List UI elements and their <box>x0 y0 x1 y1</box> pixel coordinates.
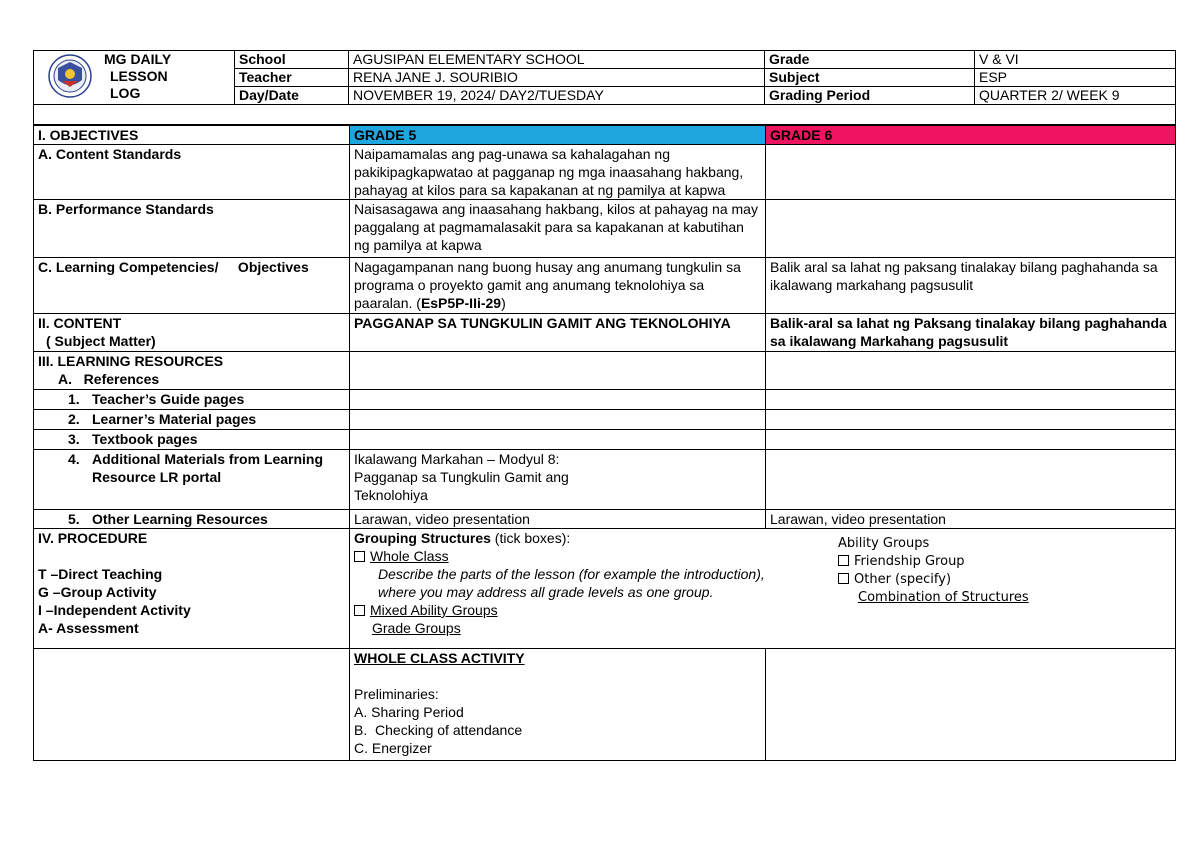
deped-seal-icon <box>48 54 92 98</box>
period-value: QUARTER 2/ WEEK 9 <box>975 87 1176 105</box>
performance-standards-label: B. Performance Standards <box>34 200 350 258</box>
additional-g5-line2: Pagganap sa Tungkulin Gamit ang <box>354 469 569 485</box>
school-label: School <box>235 51 349 69</box>
logo-cell <box>34 51 235 105</box>
learners-material-g5 <box>350 410 766 430</box>
grade6-header: GRADE 6 <box>766 126 1176 145</box>
mixed-ability-option[interactable] <box>354 601 1171 619</box>
resources-label <box>34 352 350 390</box>
checkbox-icon[interactable] <box>354 605 365 616</box>
lesson-log-page <box>33 50 1175 761</box>
procedure-t: T –Direct Teaching <box>38 566 163 582</box>
header-table <box>33 50 1176 125</box>
textbook-g5 <box>350 430 766 450</box>
teachers-guide-label <box>34 390 350 410</box>
additional-materials-g5 <box>350 450 766 510</box>
whole-class-desc2: where you may address all grade levels as one group. <box>378 584 714 600</box>
main-table <box>33 125 1176 761</box>
content-standards-g6 <box>766 145 1176 200</box>
additional-label-line1: Additional Materials from Learning <box>92 451 324 467</box>
grade-value: V & VI <box>975 51 1176 69</box>
content-label-line2: ( Subject Matter) <box>46 333 156 349</box>
log-title-line3: LOG <box>110 85 141 101</box>
whole-class-activity <box>350 649 766 761</box>
content-g5: PAGGANAP SA TUNGKULIN GAMIT ANG TEKNOLOHIYA <box>350 314 766 352</box>
checkbox-icon[interactable] <box>838 573 849 584</box>
textbook-label <box>34 430 350 450</box>
procedure-g: G –Group Activity <box>38 584 157 600</box>
checkbox-icon[interactable] <box>838 555 849 566</box>
sharing-period: A. Sharing Period <box>354 704 464 720</box>
activity-g6 <box>766 649 1176 761</box>
whole-class-option[interactable] <box>354 547 1171 565</box>
item-label: Textbook pages <box>92 431 198 447</box>
resources-g6 <box>766 352 1176 390</box>
log-title <box>104 51 171 102</box>
content-label-line1: II. CONTENT <box>38 315 122 331</box>
additional-label-line2: Resource LR portal <box>92 469 222 485</box>
procedure-label <box>34 529 350 649</box>
competencies-g5-text: Nagagampanan nang buong husay ang anumang tungkulin sa programa o proyekto gamit ang anumang teknolohiya sa paaralan. ( <box>354 259 741 311</box>
school-value: AGUSIPAN ELEMENTARY SCHOOL <box>349 51 765 69</box>
grade5-header: GRADE 5 <box>350 126 766 145</box>
activity-left <box>34 649 350 761</box>
performance-standards-g5: Naisasagawa ang inaasahang hakbang, kilos at pahayag na may paggalang at pagmamalasakit para sa kapakanan at kabutihan ng pamilya at kapwa <box>350 200 766 258</box>
procedure-a: A- Assessment <box>38 620 139 636</box>
item-label: Teacher’s Guide pages <box>92 391 245 407</box>
ability-groups-list <box>838 535 1029 607</box>
procedure-title: IV. PROCEDURE <box>38 530 148 546</box>
activity-title: WHOLE CLASS ACTIVITY <box>354 650 525 666</box>
additional-materials-label <box>34 450 350 510</box>
competencies-g5 <box>350 258 766 314</box>
item-label: Learner’s Material pages <box>92 411 257 427</box>
other-resources-label <box>34 510 350 529</box>
additional-materials-g6 <box>766 450 1176 510</box>
learners-material-g6 <box>766 410 1176 430</box>
item-label: Other Learning Resources <box>92 511 268 527</box>
ability-groups-label: Ability Groups <box>838 536 930 551</box>
grouping-structures <box>350 529 1176 649</box>
checking-attendance: B. Checking of attendance <box>354 722 523 738</box>
competencies-g5-close: ) <box>501 295 506 311</box>
other-option[interactable] <box>838 571 1029 589</box>
subject-value: ESP <box>975 69 1176 87</box>
competency-code: EsP5P-IIi-29 <box>420 295 502 311</box>
whole-class-label: Whole Class <box>370 548 449 564</box>
item-number: 1. <box>68 391 80 407</box>
teachers-guide-g5 <box>350 390 766 410</box>
content-label <box>34 314 350 352</box>
teacher-label: Teacher <box>235 69 349 87</box>
daydate-label: Day/Date <box>235 87 349 105</box>
subject-label: Subject <box>765 69 975 87</box>
preliminaries-label: Preliminaries: <box>354 686 439 702</box>
log-title-line1: MG DAILY <box>104 51 172 67</box>
combination-label: Combination of Structures <box>858 590 1029 605</box>
additional-g5-line3: Teknolohiya <box>354 487 428 503</box>
objectives-label: I. OBJECTIVES <box>34 126 350 145</box>
resources-g5 <box>350 352 766 390</box>
daydate-value: NOVEMBER 19, 2024/ DAY2/TUESDAY <box>349 87 765 105</box>
friendship-label: Friendship Group <box>854 554 965 569</box>
references-label: A. References <box>58 371 160 387</box>
performance-standards-g6 <box>766 200 1176 258</box>
grade-label: Grade <box>765 51 975 69</box>
grouping-note: (tick boxes): <box>490 530 571 546</box>
whole-class-desc1: Describe the parts of the lesson (for example the introduction), <box>378 566 765 582</box>
resources-title: III. LEARNING RESOURCES <box>38 353 224 369</box>
learners-material-label <box>34 410 350 430</box>
teachers-guide-g6 <box>766 390 1176 410</box>
additional-g5-line1: Ikalawang Markahan – Modyul 8: <box>354 451 560 467</box>
procedure-i: I –Independent Activity <box>38 602 191 618</box>
textbook-g6 <box>766 430 1176 450</box>
item-number: 2. <box>68 411 80 427</box>
grouping-title: Grouping Structures <box>354 530 491 546</box>
other-resources-g6: Larawan, video presentation <box>766 510 1176 529</box>
content-g6: Balik-aral sa lahat ng Paksang tinalakay bilang paghahanda sa ikalawang Markahang pagsusulit <box>766 314 1176 352</box>
log-title-line2: LESSON <box>110 68 168 84</box>
content-standards-label: A. Content Standards <box>34 145 350 200</box>
friendship-option[interactable] <box>838 553 1029 571</box>
checkbox-icon[interactable] <box>354 551 365 562</box>
other-label: Other (specify) <box>854 572 952 587</box>
competencies-label: C. Learning Competencies/ Objectives <box>34 258 350 314</box>
mixed-ability-label: Mixed Ability Groups <box>370 602 498 618</box>
spacer-row <box>34 105 1176 125</box>
item-number: 5. <box>68 511 80 527</box>
energizer: C. Energizer <box>354 740 432 756</box>
item-number: 4. <box>68 451 80 467</box>
competencies-g6: Balik aral sa lahat ng paksang tinalakay bilang paghahanda sa ikalawang markahang pagsusulit <box>766 258 1176 314</box>
content-standards-g5: Naipamamalas ang pag-unawa sa kahalagahan ng pakikipagkapwatao at pagganap ng mga inaasahang hakbang, pahayag at kilos para sa kapakanan at ng pamilya at kapwa <box>350 145 766 200</box>
period-label: Grading Period <box>765 87 975 105</box>
grade-groups-label: Grade Groups <box>372 620 461 636</box>
item-number: 3. <box>68 431 80 447</box>
teacher-value: RENA JANE J. SOURIBIO <box>349 69 765 87</box>
other-resources-g5: Larawan, video presentation <box>350 510 766 529</box>
